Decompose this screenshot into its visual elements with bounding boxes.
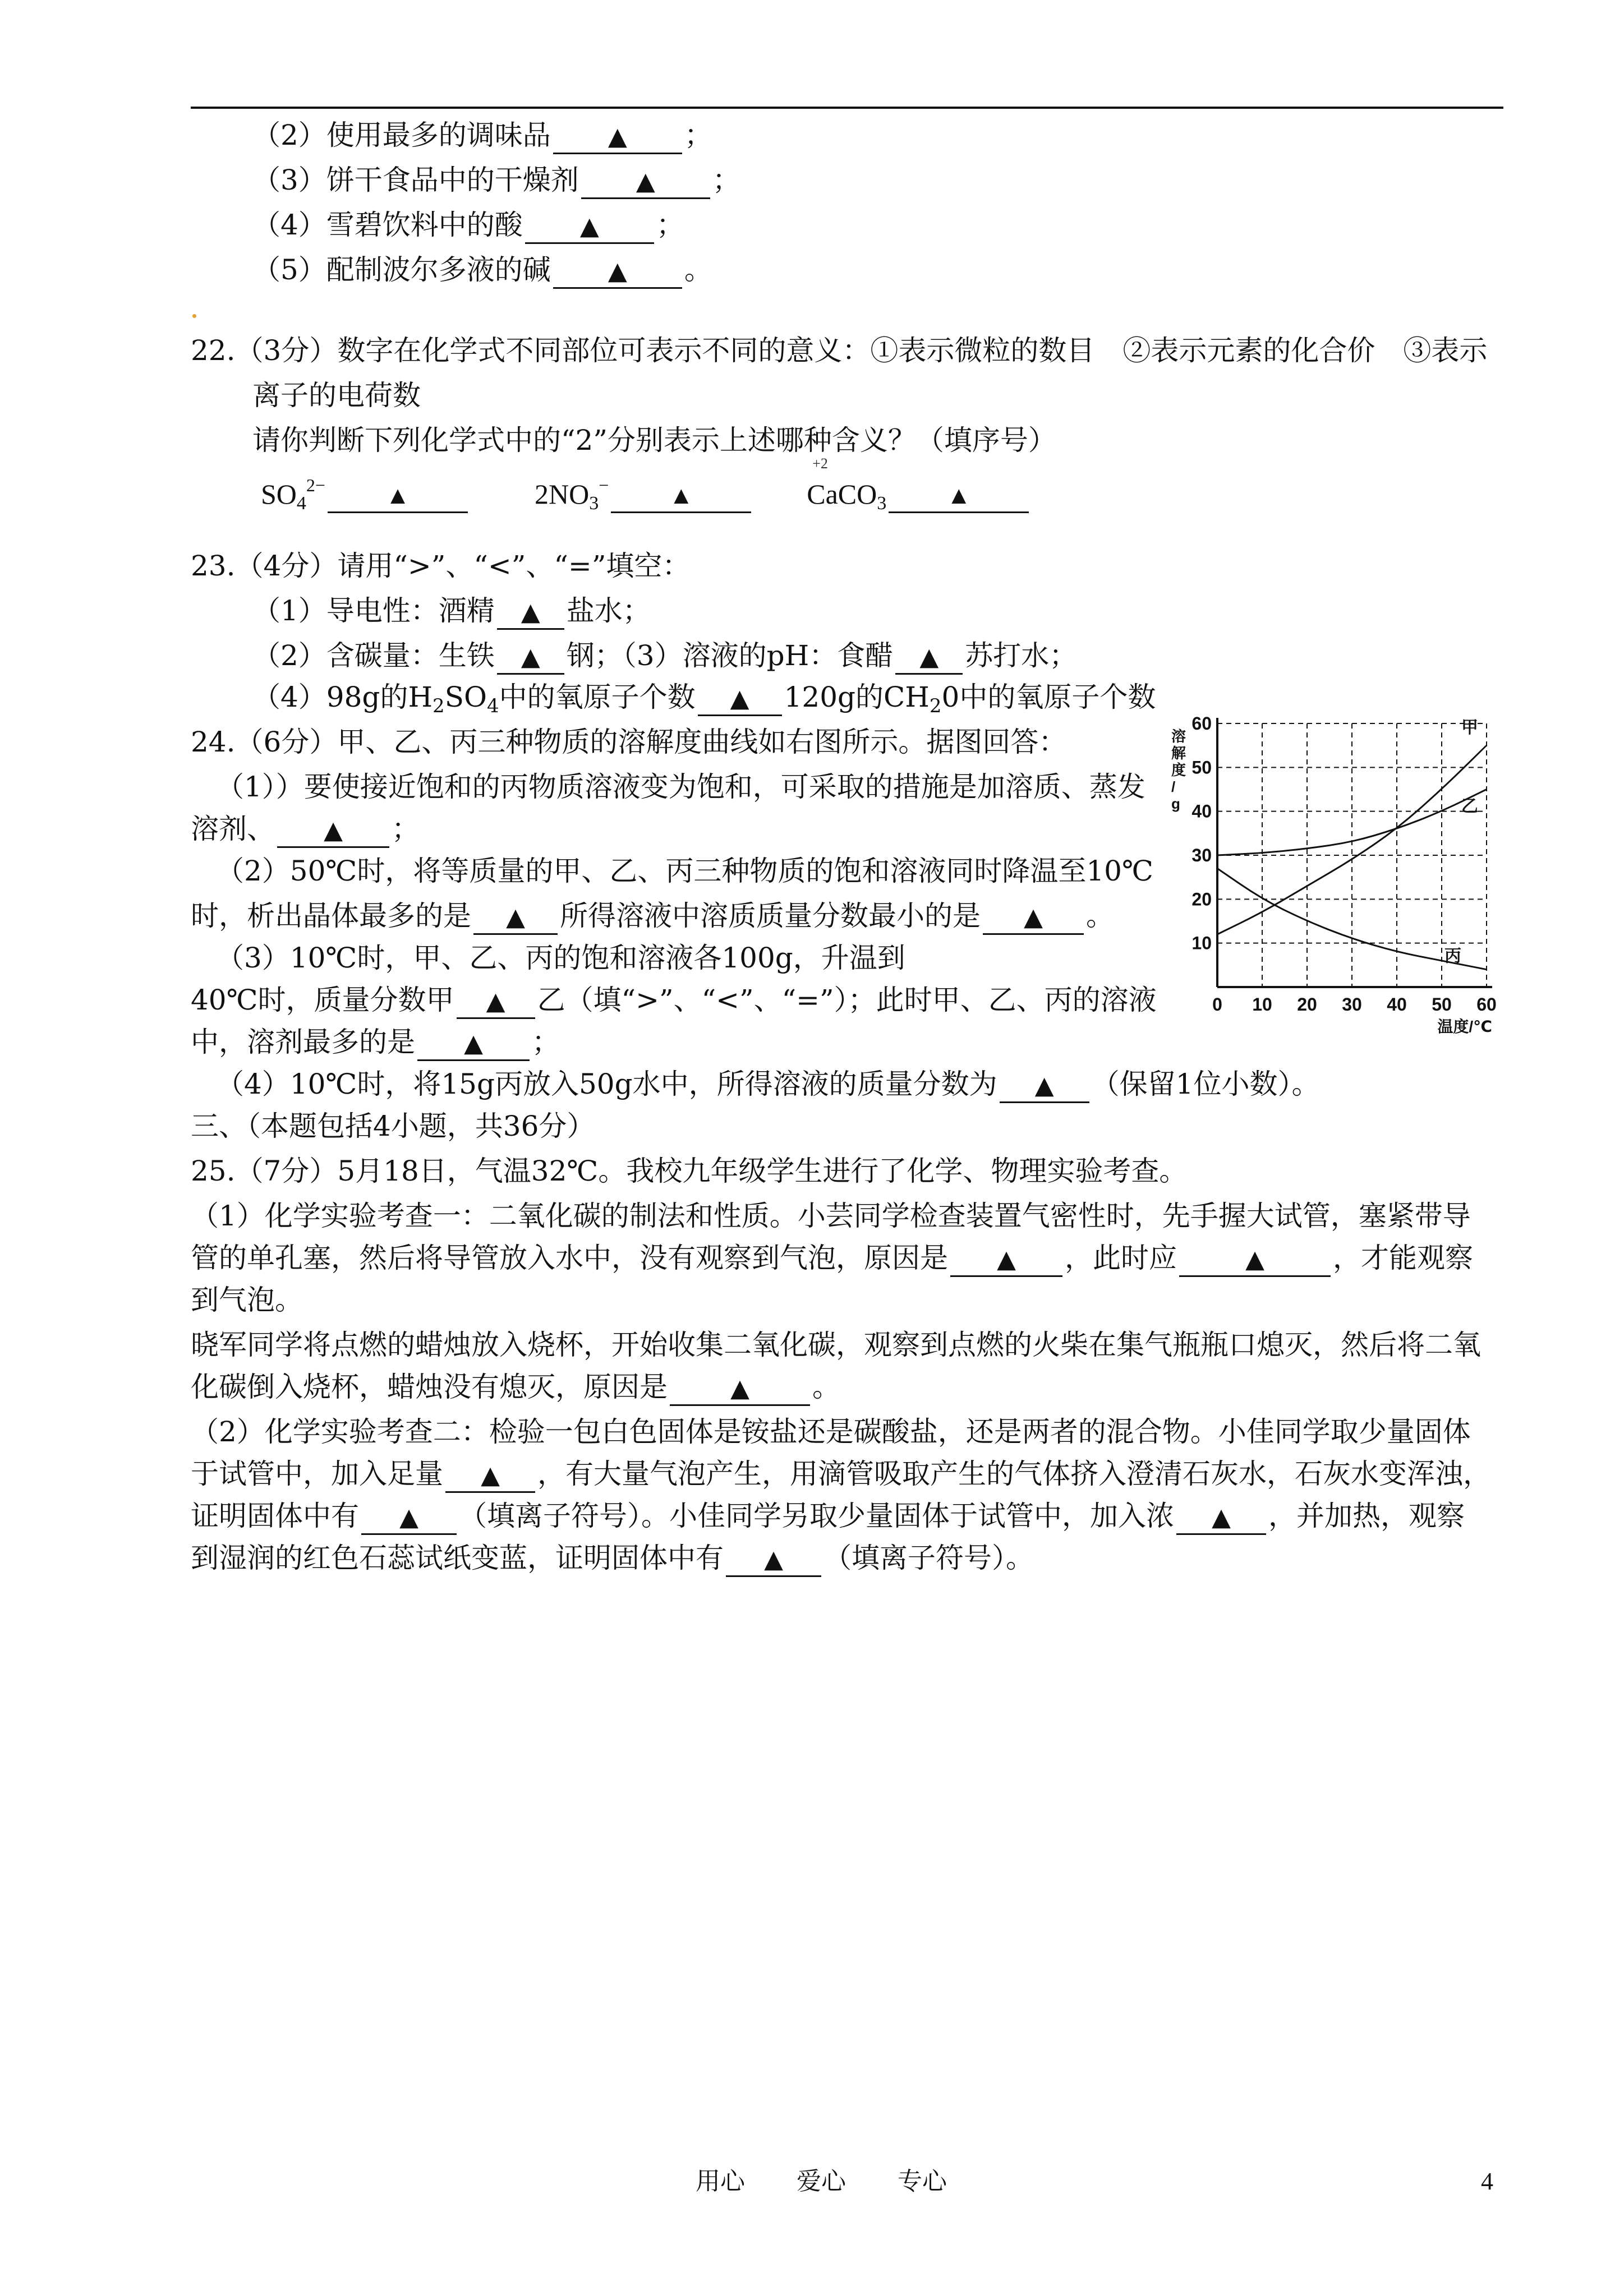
answer-blank[interactable]: ▲ xyxy=(445,1458,535,1493)
q24-p2a: （2）50℃时，将等质量的甲、乙、丙三种物质的饱和溶液同时降温至10℃ xyxy=(216,855,1153,887)
q23-line3: （4）98g的$H_2SO_4$中的氧原子个数 ▲ 120g的$CH_20$中的氧原子个数 xyxy=(252,681,1156,717)
q25-p3a: （2）化学实验考查二：检验一包白色固体是铵盐还是碳酸盐，还是两者的混合物。小佳同学取少量固体 xyxy=(191,1416,1471,1448)
y-axis-label-char: 解 xyxy=(1171,745,1186,762)
formula-no3: $2NO_3^-$ xyxy=(534,475,609,514)
y-tick-label: 60 xyxy=(1191,713,1212,734)
y-axis-label-char: 溶 xyxy=(1171,728,1186,745)
q22-ask: 请你判断下列化学式中的“2”分别表示上述哪种含义？（填序号） xyxy=(252,424,1056,457)
y-axis-label-char: 度 xyxy=(1171,762,1186,778)
footer-motto-1: 用心 xyxy=(696,2167,745,2196)
q24-head: 24.（6分）甲、乙、丙三种物质的溶解度曲线如右图所示。据图回答： xyxy=(191,726,1067,758)
q25-head: 25.（7分）5月18日，气温32℃。我校九年级学生进行了化学、物理实验考查。 xyxy=(191,1155,1188,1187)
y-tick-label: 10 xyxy=(1191,933,1212,953)
answer-blank[interactable]: ▲ xyxy=(553,119,682,154)
answer-blank[interactable]: ▲ xyxy=(417,1026,530,1061)
x-tick-label: 60 xyxy=(1476,994,1497,1015)
page-number: 4 xyxy=(1481,2168,1493,2195)
x-tick-label: 20 xyxy=(1297,994,1317,1015)
series-label: 乙 xyxy=(1461,797,1478,816)
formula-so4: $SO_4^{2-}$ xyxy=(261,475,325,514)
q21-item4: （4）雪碧饮料中的酸 ▲ ； xyxy=(252,206,684,244)
answer-blank[interactable]: ▲ xyxy=(950,1242,1062,1277)
q25-p3b: 于试管中，加入足量 ▲ ，有大量气泡产生，用滴管吸取产生的气体挤入澄清石灰水，石灰水变浑浊， xyxy=(191,1455,1491,1493)
answer-blank[interactable]: ▲ xyxy=(328,478,468,513)
q23-line2: （2）含碳量：生铁 ▲ 钢；（3）溶液的pH：食醋 ▲ 苏打水； xyxy=(252,637,1077,675)
answer-blank[interactable]: ▲ xyxy=(497,595,564,630)
answer-blank[interactable]: ▲ xyxy=(361,1500,457,1535)
q22-head: 22.（3分）数字在化学式不同部位可表示不同的意义：①表示微粒的数目 ②表示元素的化合价 ③表示 xyxy=(191,334,1488,367)
q24-p4: （4）10℃时，将15g丙放入50g水中，所得溶液的质量分数为 ▲ （保留1位小数）。 xyxy=(216,1066,1319,1103)
q21-item5: （5）配制波尔多液的碱 ▲ 。 xyxy=(252,251,712,289)
footer-motto-2: 爱心 xyxy=(797,2167,846,2196)
x-tick-label: 40 xyxy=(1387,994,1407,1015)
answer-blank[interactable]: ▲ xyxy=(473,900,558,935)
answer-blank[interactable]: ▲ xyxy=(1176,1500,1266,1535)
series-label: 丙 xyxy=(1444,947,1461,966)
answer-blank[interactable]: ▲ xyxy=(611,478,751,513)
q23-line1: （1）导电性：酒精 ▲ 盐水； xyxy=(252,592,651,630)
answer-blank[interactable]: ▲ xyxy=(1179,1242,1331,1277)
answer-blank[interactable]: ▲ xyxy=(670,1371,810,1406)
y-tick-label: 50 xyxy=(1191,757,1212,778)
header-rule xyxy=(191,107,1503,109)
q24-p1a: （1））要使接近饱和的丙物质溶液变为饱和，可采取的措施是加溶质、蒸发 xyxy=(216,771,1145,803)
answer-blank[interactable]: ▲ xyxy=(895,640,963,675)
q25-p1e: 到气泡。 xyxy=(191,1284,303,1316)
x-tick-label: 0 xyxy=(1212,994,1222,1015)
y-tick-label: 20 xyxy=(1191,889,1212,910)
q24-p3a: （3）10℃时，甲、乙、丙的饱和溶液各100g，升温到 xyxy=(216,942,905,974)
answer-blank[interactable]: ▲ xyxy=(983,900,1084,935)
stray-mark xyxy=(192,314,196,318)
answer-blank[interactable]: ▲ xyxy=(726,1542,821,1577)
x-tick-label: 10 xyxy=(1252,994,1272,1015)
y-axis-label-char: / xyxy=(1171,778,1176,795)
q25-p1a: （1）化学实验考查一：二氧化碳的制法和性质。小芸同学检查装置气密性时，先手握大试管，塞紧带导 xyxy=(191,1200,1471,1232)
q25-p1b: 管的单孔塞，然后将导管放入水中，没有观察到气泡，原因是 ▲ ，此时应 ▲ ，才能观察 xyxy=(191,1239,1473,1277)
answer-blank[interactable]: ▲ xyxy=(698,681,782,716)
answer-blank[interactable]: ▲ xyxy=(457,984,535,1019)
q24-p2b: 时，析出晶体最多的是 ▲ 所得溶液中溶质质量分数最小的是 ▲ 。 xyxy=(191,897,1114,935)
y-tick-label: 40 xyxy=(1191,801,1212,822)
y-tick-label: 30 xyxy=(1191,845,1212,865)
answer-blank[interactable]: ▲ xyxy=(581,164,710,199)
solubility-chart xyxy=(1161,707,1515,1043)
x-axis-label: 温度/℃ xyxy=(1437,1018,1492,1035)
q24-p1b: 溶剂、 ▲ ； xyxy=(191,810,420,848)
section-3-title: 三、（本题包括4小题，共36分） xyxy=(191,1110,595,1142)
answer-blank[interactable]: ▲ xyxy=(497,640,564,675)
answer-blank[interactable]: ▲ xyxy=(553,254,682,289)
q21-item3: （3）饼干食品中的干燥剂 ▲ ； xyxy=(252,162,740,199)
q25-p2a: 晓军同学将点燃的蜡烛放入烧杯，开始收集二氧化碳，观察到点燃的火柴在集气瓶瓶口熄灭，然后将二氧 xyxy=(191,1329,1481,1361)
y-axis-label-char: g xyxy=(1171,795,1180,812)
q24-p3b: 40℃时，质量分数甲 ▲ 乙（填“>”、“<”、“=”）；此时甲、乙、丙的溶液 xyxy=(191,981,1157,1019)
formula-caco3: +2 CaCO$_3$ xyxy=(807,455,887,514)
answer-blank[interactable]: ▲ xyxy=(1000,1068,1089,1103)
answer-blank[interactable]: ▲ xyxy=(525,209,654,244)
x-tick-label: 30 xyxy=(1342,994,1362,1015)
x-tick-label: 50 xyxy=(1432,994,1452,1015)
q25-p3d: 证明固体中有 ▲ （填离子符号）。小佳同学另取少量固体于试管中，加入浓 ▲ ，并加热，观察 xyxy=(191,1497,1465,1535)
series-label: 甲 xyxy=(1461,718,1478,737)
q25-p2b: 化碳倒入烧杯，蜡烛没有熄灭，原因是 ▲ 。 xyxy=(191,1368,840,1406)
q22-cont: 离子的电荷数 xyxy=(252,379,421,412)
q21-item2: （2）使用最多的调味品 ▲ ； xyxy=(252,117,712,154)
answer-blank[interactable]: ▲ xyxy=(889,478,1029,513)
q22-formulas xyxy=(261,455,1031,522)
q23-head: 23.（4分）请用“>”、“<”、“=”填空： xyxy=(191,550,691,582)
q25-p3g: 到湿润的红色石蕊试纸变蓝，证明固体中有 ▲ （填离子符号）。 xyxy=(191,1539,1034,1577)
answer-blank[interactable]: ▲ xyxy=(277,813,389,848)
q24-p3d: 中，溶剂最多的是 ▲ ； xyxy=(191,1023,560,1061)
footer-motto-3: 专心 xyxy=(898,2167,947,2196)
